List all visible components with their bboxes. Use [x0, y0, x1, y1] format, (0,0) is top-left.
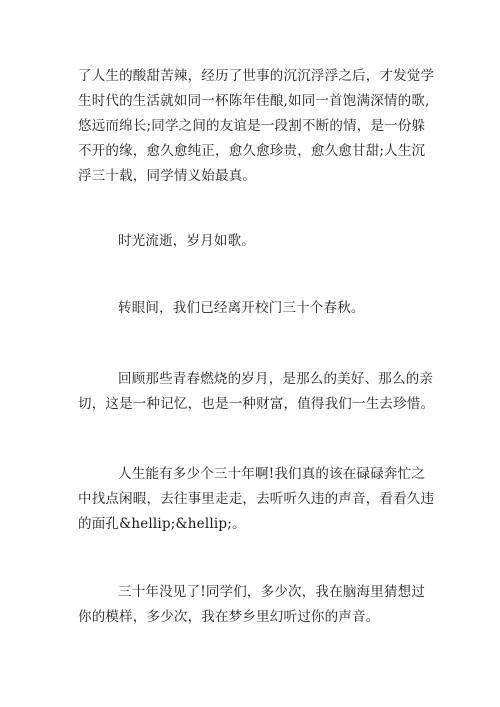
- text-line: 了人生的酸甜苦辣，经历了世事的沉沉浮浮之后，才发觉学: [78, 68, 435, 84]
- text-line: 三十年没见了!同学们，多少次，我在脑海里猜想过: [118, 584, 426, 600]
- paragraph-youth-memories: [78, 367, 440, 417]
- paragraph-thirty-years: [78, 296, 440, 321]
- paragraph-reflection: [78, 64, 440, 189]
- paragraph-time-passes: [78, 229, 440, 254]
- text-line: 浮三十载，同学情义始最真。: [78, 168, 257, 184]
- text-line: 切，这是一种记忆，也是一种财富，值得我们一生去珍惜。: [78, 396, 435, 412]
- text-line: 生时代的生活就如同一杯陈年佳酿,如同一首饱满深情的歌,: [78, 93, 430, 109]
- text-line: 的面孔&hellip;&hellip;。: [78, 516, 246, 532]
- text-line: 中找点闲暇，去往事里走走，去听听久违的声音，看看久违: [78, 491, 435, 507]
- text-line: 不开的缘，愈久愈纯正，愈久愈珍贵，愈久愈甘甜;人生沉: [78, 143, 426, 159]
- text-line: 回顾那些青春燃烧的岁月，是那么的美好、那么的亲: [118, 371, 434, 387]
- paragraph-life-reflection: [78, 462, 440, 537]
- paragraph-missing-classmates: [78, 580, 440, 630]
- text-line: 人生能有多少个三十年啊!我们真的该在碌碌奔忙之: [118, 466, 426, 482]
- text-line: 悠远而绵长;同学之间的友谊是一段割不断的情，是一份躲: [78, 118, 426, 134]
- text-line: 时光流逝，岁月如歌。: [118, 233, 255, 249]
- text-line: 你的模样，多少次，我在梦乡里幻听过你的声音。: [78, 609, 380, 625]
- text-line: 转眼间，我们已经离开校门三十个春秋。: [118, 300, 365, 316]
